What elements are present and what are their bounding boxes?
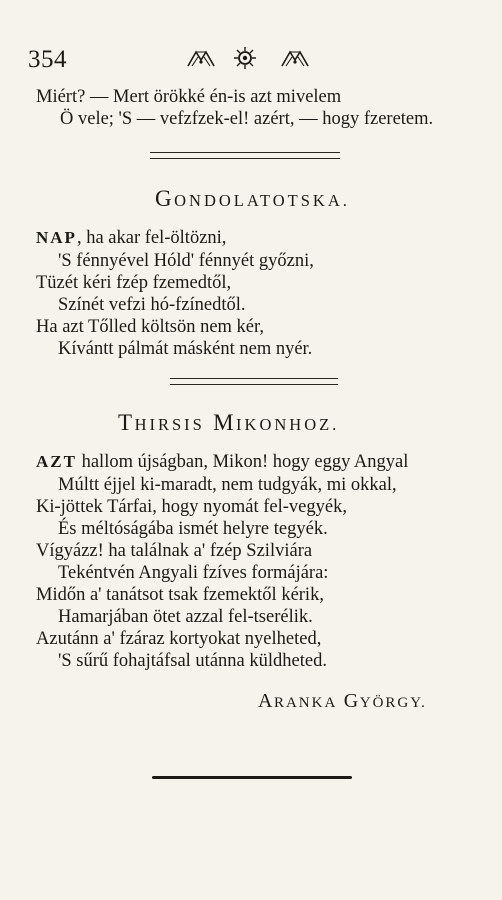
divider-rule bbox=[150, 152, 340, 153]
poem-title bbox=[118, 410, 339, 436]
title-rest: HIRSIS bbox=[134, 415, 205, 434]
poem-line: Midőn a' tanátsot tsak fzemektől kérik, bbox=[36, 585, 324, 605]
signature-initial: G bbox=[343, 690, 360, 712]
poem-line: Múltt éjjel ki-maradt, nem tudgyák, mi okkal, bbox=[58, 475, 397, 495]
ornament-left-icon bbox=[186, 48, 216, 68]
signature-rest: RANKA bbox=[273, 695, 338, 711]
poem-line: 'S fénnyével Hóld' fénnyét győzni, bbox=[58, 251, 314, 271]
page-number: 354 bbox=[28, 46, 67, 73]
first-word: AZT bbox=[36, 452, 77, 471]
divider-rule bbox=[170, 378, 338, 379]
title-initial: M bbox=[213, 410, 237, 435]
poem-line: Hamarjában ötet azzal fel-tserélik. bbox=[58, 607, 313, 627]
ornament-center-icon bbox=[232, 46, 258, 70]
top-line: Miért? — Mert örökké én-is azt mivelem bbox=[36, 87, 342, 107]
ornament-right-icon bbox=[280, 48, 310, 68]
first-line-rest: , ha akar fel-öltözni, bbox=[76, 228, 227, 248]
poem-line: Színét vefzi hó-fzínedtől. bbox=[58, 295, 246, 315]
first-word: NAP bbox=[36, 228, 77, 247]
top-line: Ö vele; 'S — vefzfzek-el! azért, — hogy fzeretem. bbox=[60, 109, 434, 129]
poem-title bbox=[155, 186, 350, 212]
poem-line bbox=[36, 452, 408, 473]
poem-line: Tekéntvén Angyali fzíves formájára: bbox=[58, 563, 329, 583]
poem-line: És méltóságába ismét helyre tegyék. bbox=[58, 519, 328, 539]
author-signature bbox=[258, 690, 427, 713]
signature-rest: YÖRGY. bbox=[359, 695, 427, 711]
poem-line: Ki-jöttek Tárfai, hogy nyomát fel-vegyék, bbox=[36, 497, 347, 517]
title-rest: IKONHOZ. bbox=[236, 415, 340, 434]
divider-rule bbox=[150, 158, 340, 159]
divider-rule bbox=[170, 384, 338, 385]
poem-line: Vígyázz! ha találnak a' fzép Szilviára bbox=[36, 541, 313, 561]
title-initial: T bbox=[118, 410, 135, 435]
poem-line: Ha azt Tőlled költsön nem kér, bbox=[36, 317, 265, 337]
poem-line bbox=[36, 228, 226, 249]
poem-line: Tüzét kéri fzép fzemedtől, bbox=[36, 273, 232, 293]
poem-line: 'S sűrű fohajtáfsal utánna küldheted. bbox=[58, 651, 327, 671]
signature-initial: A bbox=[258, 690, 274, 712]
first-line-rest: hallom újságban, Mikon! hogy eggy Angyal bbox=[76, 452, 409, 472]
poem-line: Azutánn a' fzáraz kortyokat nyelheted, bbox=[36, 629, 322, 649]
title-rest: ONDOLATOTSKA. bbox=[174, 191, 350, 210]
closing-rule bbox=[152, 776, 352, 779]
poem-line: Kívántt pálmát másként nem nyér. bbox=[58, 339, 313, 359]
title-initial: G bbox=[155, 186, 175, 211]
